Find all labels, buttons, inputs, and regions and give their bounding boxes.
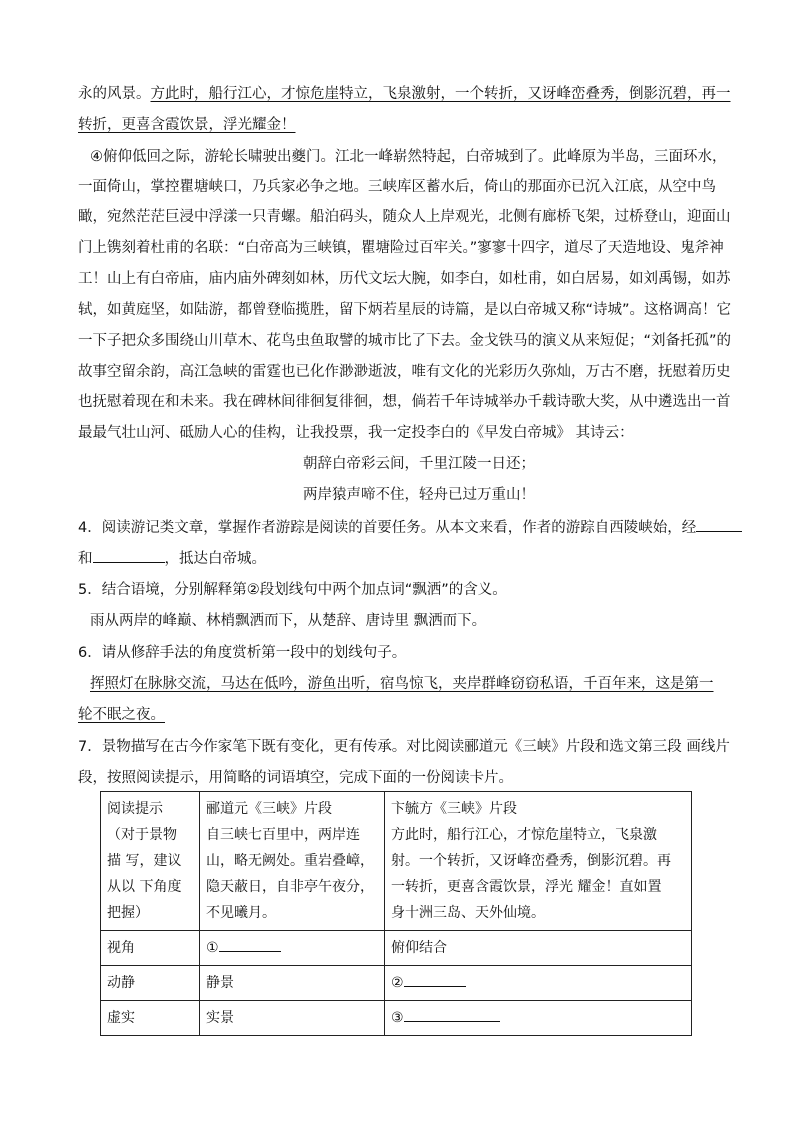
para4-line: 故事空留余韵，高江急峡的雷霆也已化作渺渺逝波，唯有文化的光彩历久弥灿，万古不磨，抚慰着历史 <box>78 364 731 380</box>
text: 4．阅读游记类文章，掌握作者游踪是阅读的首要任务。从本文来看，作者的游踪自西陵峡始，经 <box>78 520 697 536</box>
text: ，抵达白帝城。 <box>164 551 266 567</box>
bian-yufang-cell <box>385 792 692 931</box>
blank-number: ③ <box>391 1010 404 1026</box>
excerpt-text: 山，略无阙处。重岩叠嶂， <box>206 853 374 869</box>
para4-line: 也抚慰着现在和未来。我在碑林间徘徊复徘徊，想，倘若千年诗城举办千载诗歌大奖，从中遴选出一首 <box>78 394 731 410</box>
row-label: 视角 <box>101 931 200 966</box>
hint-text: 描 写，建议 <box>107 853 182 869</box>
hint-heading: 阅读提示 <box>107 801 163 817</box>
excerpt-text: 射。一个转折，又讶峰峦叠秀，倒影沉碧。再 <box>391 853 671 869</box>
text: 和 <box>78 551 93 567</box>
answer-blank[interactable] <box>696 517 742 532</box>
para4-line: 工！山上有白帝庙，庙内庙外碑刻如林，历代文坛大腕，如李白，如杜甫，如白居易，如刘禹锡，如苏 <box>78 271 731 287</box>
table-cell: 静景 <box>200 966 385 1001</box>
row-label: 动静 <box>101 966 200 1001</box>
text: 永的风景。 <box>78 86 151 102</box>
table-row <box>101 931 692 966</box>
poem-line-1: 朝辞白帝彩云间，千里江陵一日还； <box>303 456 535 472</box>
column-heading: 郦道元《三峡》片段 <box>206 801 332 817</box>
underlined-text: 转折，更喜含霞饮景，浮光耀金！ <box>78 117 296 133</box>
hint-cell <box>101 792 200 931</box>
table-cell: 俯仰结合 <box>385 931 692 966</box>
para4-line: 门上镌刻着杜甫的名联：“白帝高为三峡镇，瞿塘险过百牢关。”寥寥十四字，道尽了天造地设、鬼斧神 <box>78 240 724 256</box>
answer-blank[interactable] <box>219 937 281 952</box>
question-4-line2 <box>78 548 266 568</box>
excerpt-text: 方此时，船行江心，才惊危崖特立，飞泉激 <box>391 827 657 843</box>
question-6-quote-line2: 轮不眠之夜。 <box>78 707 165 723</box>
answer-blank[interactable] <box>404 1007 500 1022</box>
answer-blank[interactable] <box>404 972 466 987</box>
para4-line: 最最气壮山河、砥励人心的佳构，让我投票，我一定投李白的《早发白帝城》 其诗云： <box>78 425 634 441</box>
question-4-line1 <box>78 517 742 537</box>
blank-number: ② <box>391 975 404 991</box>
table-row <box>101 966 692 1001</box>
para4-line: ④俯仰低回之际，游轮长啸驶出夔门。江北一峰崭然特起，白帝城到了。此峰原为半岛，三面环水， <box>90 149 727 165</box>
excerpt-text: 不见曦月。 <box>206 905 276 921</box>
question-7-line2: 段，按照阅读提示，用简略的词语填空，完成下面的一份阅读卡片。 <box>78 770 513 786</box>
excerpt-text: 一转折，更喜含霞饮景，浮光 耀金！直如置 <box>391 879 662 895</box>
para4-line: 瞰，宛然茫茫巨浸中浮漾一只青螺。船泊码头，随众人上岸观光，北侧有廊桥飞架，过桥登山，迎面山 <box>78 209 731 225</box>
para1-line2 <box>78 115 296 135</box>
answer-cell[interactable] <box>200 931 385 966</box>
hint-text: 从以 下角度 <box>107 879 182 895</box>
question-6-quote-line1: 挥照灯在脉脉交流，马达在低吟，游鱼出听，宿鸟惊飞，夹岸群峰窃窃私语，千百年来，这是第一 <box>90 676 714 692</box>
excerpt-text: 隐天蔽日，自非亭午夜分， <box>206 879 374 895</box>
excerpt-text: 自三峡七百里中，两岸连 <box>206 827 360 843</box>
table-cell: 实景 <box>200 1001 385 1036</box>
question-5-line1: 5．结合语境，分别解释第②段划线句中两个加点词“飘洒”的含义。 <box>78 582 507 598</box>
question-5-quote: 雨从两岸的峰巅、林梢飘洒而下，从楚辞、唐诗里 飘洒而下。 <box>90 613 487 629</box>
question-6-line1: 6．请从修辞手法的角度赏析第一段中的划线句子。 <box>78 645 407 661</box>
table-row <box>101 792 692 931</box>
excerpt-text: 身十洲三岛、天外仙境。 <box>391 905 545 921</box>
table-row <box>101 1001 692 1036</box>
para4-line: 一下子把众多围绕山川草木、花鸟虫鱼取譬的城市比了下去。金戈铁马的演义从来短促；“刘备托孤”的 <box>78 333 732 349</box>
reading-card-table <box>100 791 692 1036</box>
answer-cell[interactable] <box>385 966 692 1001</box>
para1-line1 <box>78 84 731 104</box>
column-heading: 卞毓方《三峡》片段 <box>391 801 517 817</box>
para4-line: 轼，如黄庭坚，如陆游，都曾登临揽胜，留下炳若星辰的诗篇，是以白帝城又称“诗城”。这格调高！它 <box>78 302 732 318</box>
answer-cell[interactable] <box>385 1001 692 1036</box>
question-7-line1: 7．景物描写在古今作家笔下既有变化，更有传承。对比阅读郦道元《三峡》片段和选文第三段 画线片 <box>78 739 730 755</box>
answer-blank[interactable] <box>93 548 165 563</box>
li-daoyuan-cell <box>200 792 385 931</box>
row-label: 虚实 <box>101 1001 200 1036</box>
hint-text: 把握） <box>107 905 149 921</box>
poem-line-2: 两岸猿声啼不住，轻舟已过万重山！ <box>303 487 535 503</box>
hint-text: （对于景物 <box>107 827 177 843</box>
underlined-text: 方此时，船行江心，才惊危崖特立，飞泉激射，一个转折，又讶峰峦叠秀，倒影沉碧，再一 <box>150 86 731 102</box>
blank-number: ① <box>206 940 219 956</box>
para4-line: 一面倚山，掌控瞿塘峡口，乃兵家必争之地。三峡库区蓄水后，倚山的那面亦已沉入江底，从空中鸟 <box>78 179 716 195</box>
